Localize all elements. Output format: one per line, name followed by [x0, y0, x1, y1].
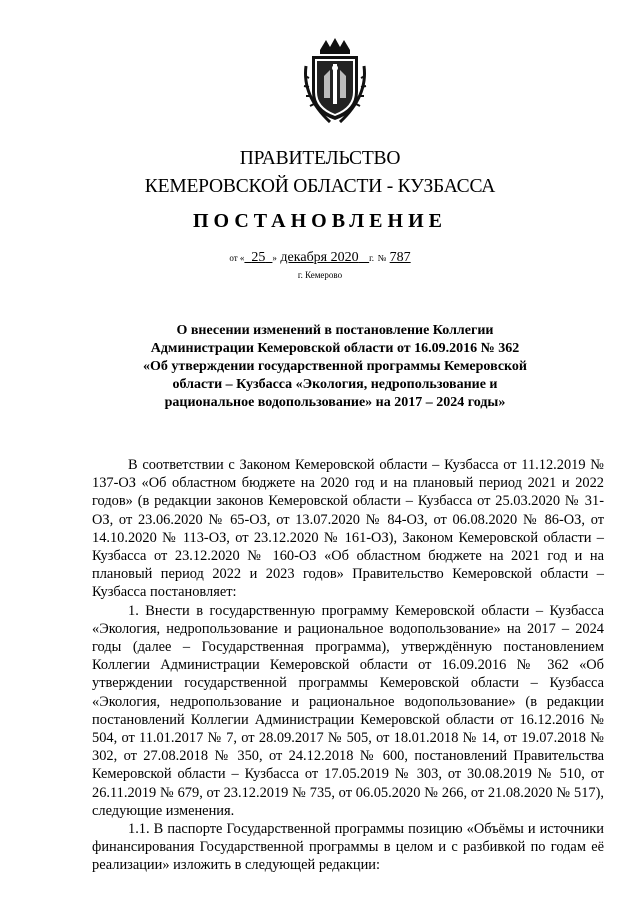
government-title-line1: ПРАВИТЕЛЬСТВО — [239, 148, 401, 169]
date-mid: » — [272, 253, 277, 263]
date-month-year: декабря 2020 — [280, 250, 359, 265]
government-title-line2: КЕМЕРОВСКОЙ ОБЛАСТИ - КУЗБАССА — [144, 176, 496, 197]
date-line — [0, 250, 640, 266]
number-label: № — [377, 253, 387, 263]
document-body — [92, 456, 604, 875]
date-day: 25 — [251, 250, 266, 265]
paragraph-preamble: В соответствии с Законом Кемеровской области – Кузбасса от 11.12.2019 № 137-ОЗ «Об областном бюджете на 2020 год и на плановый период 2021 и 2022 годов» (в редакции законов Кемеровской области – Кузбасса от 25.03.2020 № 31-ОЗ, от 23.06.2020 № 65-ОЗ, от 13.07.2020 № 84-ОЗ, от 06.08.2020 № 86-ОЗ, от 14.10.2020 № 113-ОЗ, от 23.12.2020 № 161-ОЗ), Законом Кемеровской области – Кузбасса от 23.12.2020 № 160-ОЗ «Об областном бюджете на 2021 год и на плановый период 2022 и 2023 годов» Правительство Кемеровской области – Кузбасса постановляет: — [92, 457, 604, 601]
coat-of-arms-icon — [300, 36, 370, 124]
paragraph-item-1: 1. Внести в государственную программу Кемеровской области – Кузбасса «Экология, недропользование и рациональное водопользование» на 2017 – 2024 годы (далее – Государственная программа), утверждённую постановлением Коллегии Администрации Кемеровской области от 16.09.2016 № 362 «Об утверждении государственной программы Кемеровской области – Кузбасса «Экология, недропользование и рациональное водопользование» (в редакции постановлений Коллегии Администрации Кемеровской области от 16.12.2016 № 504, от 11.01.2017 № 7, от 28.09.2017 № 505, от 18.01.2018 № 14, от 19.07.2018 № 302, от 27.08.2018 № 350, от 24.12.2018 № 600, постановлений Правительства Кемеровской области – Кузбасса от 17.05.2019 № 303, от 30.08.2019 № 510, от 26.11.2019 № 679, от 23.12.2019 № 735, от 06.05.2020 № 266, от 21.08.2020 № 517), следующие изменения. — [92, 602, 604, 819]
document-number: 787 — [389, 250, 411, 265]
date-prefix: от « — [229, 253, 245, 263]
city-label: г. Кемерово — [297, 270, 343, 280]
document-heading: О внесении изменений в постановление Коллегии Администрации Кемеровской области от 16.09.2016 № 362 «Об утверждении государственной программы Кемеровской области – Кузбасса «Экология, недропользование и рациональное водопользование» на 2017 – 2024 годы» — [143, 323, 527, 410]
date-year-suffix: г. — [369, 253, 375, 263]
document-type: ПОСТАНОВЛЕНИЕ — [193, 210, 447, 232]
paragraph-item-1-1: 1.1. В паспорте Государственной программы позицию «Объёмы и источники финансирования Государственной программы в целом и с разбивкой по годам её реализации» изложить в следующей редакции: — [92, 821, 604, 874]
